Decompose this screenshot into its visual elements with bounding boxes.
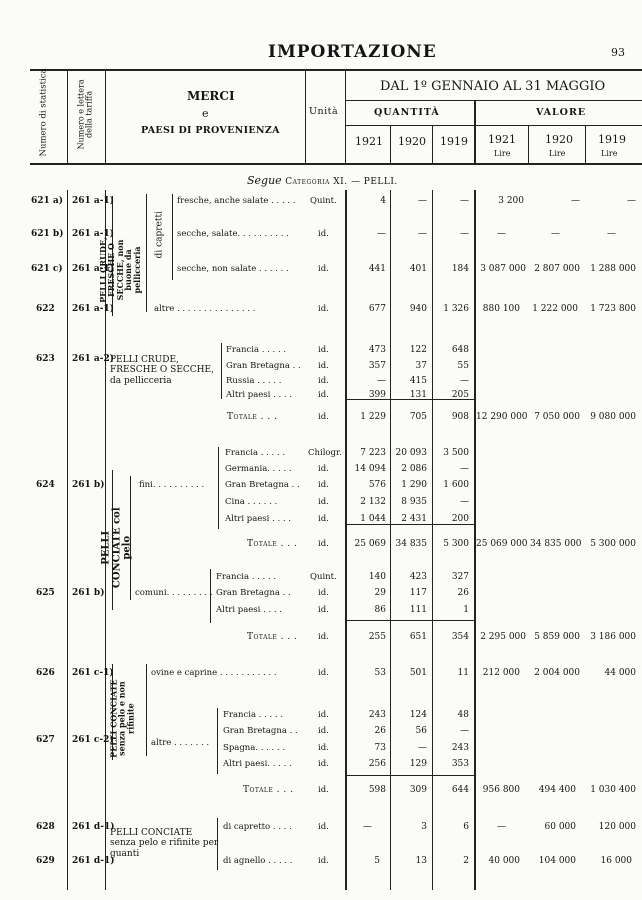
row-tariffa: 261 a-1) [72,229,115,239]
row-v1920: 1 222 000 [532,304,578,314]
row-desc: PELLI CRUDE, FRESCHE O SECCHE, da pellicceria [110,355,214,386]
row-q1920: 423 [409,572,427,582]
row-unit: id. [318,361,329,371]
row-q1919: 26 [457,588,469,598]
row-q1920: 2 431 [401,514,427,524]
row-desc: Cina . . . . . . [225,497,278,507]
row-desc: altre . . . . . . . . . . . . . . . [154,304,256,314]
row-q1920: 940 [409,304,427,314]
row-q1920: 56 [415,726,427,736]
col-header-num-statistica: Numero di statistica [38,68,49,157]
row-q1921: 677 [368,304,386,314]
row-unit: id. [318,588,329,598]
row-desc: Francia . . . . . [223,710,284,720]
row-desc: secche, salate. . . . . . . . . . [177,229,289,239]
year-q-1921: 1921 [355,135,383,148]
row-q1919: 354 [451,632,469,642]
row-desc: Altri paesi . . . . [216,605,282,615]
row-q1919: 5 300 [443,539,469,549]
row-v1920: 5 859 000 [534,632,580,642]
row-v1919: 1 030 400 [590,785,636,795]
row-desc: di agnello . . . . . [223,856,293,866]
row-v1921: 25 069 000 [476,539,528,549]
row-tariffa: 261 d-1) [72,856,115,866]
row-q1921: 2 132 [360,497,386,507]
row-v1919: 9 080 000 [590,412,636,422]
row-desc: Spagna. . . . . . [223,743,286,753]
row-q1921: 26 [374,726,386,736]
row-unit: id. [318,668,329,678]
row-v1920: 2 807 000 [534,264,580,274]
row-desc: Francia . . . . . [226,345,287,355]
row-q1921: 576 [368,480,386,490]
group-label-di-capretti: di capretti [154,211,165,259]
row-q1919: — [460,726,469,736]
row-q1919: — [460,464,469,474]
row-v1921: 3 200 [498,196,524,206]
year-q-1919: 1919 [440,135,468,148]
section-category: Categoria XI. — PELLI. [285,177,398,187]
row-q1920: 3 [421,822,427,832]
row-q1919: 353 [451,759,469,769]
row-q1921: 53 [374,668,386,678]
row-q1921: 357 [368,361,386,371]
row-q1921: 256 [368,759,386,769]
row-v1919: 1 723 800 [590,304,636,314]
row-q1919: 908 [451,412,469,422]
row-q1919: 11 [457,668,469,678]
lire-label: Lire [494,149,511,158]
row-desc: Gran Bretagna . . [226,361,301,371]
row-q1920: 124 [409,710,427,720]
row-v1921: 212 000 [482,668,520,678]
row-stat: 624 [36,480,55,490]
year-v-1919: 1919 [598,133,626,146]
row-desc: Francia . . . . . [216,572,277,582]
row-unit: id. [318,785,329,795]
row-desc: altre . . . . . . . [151,738,210,748]
row-tariffa: 261 c-1) [72,668,114,678]
row-q1920: 117 [409,588,427,598]
col-header-merci: MERCI [187,89,235,103]
row-q1920: 1 290 [401,480,427,490]
row-v1919: 5 300 000 [590,539,636,549]
row-desc: Gran Bretagna . . [216,588,291,598]
row-stat: 627 [36,735,55,745]
row-q1920: 131 [409,390,427,400]
row-q1921: 29 [374,588,386,598]
row-unit: id. [318,539,329,549]
row-stat: 626 [36,668,55,678]
row-q1920: 34 835 [395,539,427,549]
col-header-unita: Unità [309,106,339,117]
row-unit: id. [318,632,329,642]
row-q1919: 6 [463,822,469,832]
col-header-e: e [202,107,209,120]
row-unit: id. [318,229,329,239]
row-stat: 622 [36,304,55,314]
row-v1921: 12 290 000 [476,412,528,422]
lire-label: Lire [601,149,618,158]
row-unit: id. [318,345,329,355]
group-label-pelli-crude: PELLI CRUDE, FRESCHE O SECCHE, non buone da pellicceria [98,237,142,303]
row-q1921: 4 [380,196,386,206]
row-desc: Totale . . . [243,785,294,795]
row-q1920: 122 [409,345,427,355]
row-desc: fini. . . . . . . . . . [139,480,205,490]
row-unit: id. [318,304,329,314]
row-q1919: 2 [463,856,469,866]
row-v1920: 60 000 [544,822,576,832]
row-unit: id. [318,264,329,274]
row-q1920: 111 [409,605,427,615]
row-q1920: 8 935 [401,497,427,507]
year-v-1921: 1921 [488,133,516,146]
row-v1919: 3 186 000 [590,632,636,642]
row-v1919: 44 000 [604,668,636,678]
row-q1920: 309 [409,785,427,795]
year-q-1920: 1920 [398,135,426,148]
row-tariffa: 261 a-2) [72,354,115,364]
row-desc: PELLI CONCIATE senza pelo e rifinite per guanti [110,828,219,859]
row-q1919: 1 [463,605,469,615]
row-q1919: — [460,497,469,507]
row-unit: id. [318,743,329,753]
row-v1920: 2 004 000 [534,668,580,678]
row-q1921: 7 223 [360,448,386,458]
row-stat: 621 a) [31,196,64,206]
row-unit: id. [318,514,329,524]
row-v1921: 956 800 [482,785,520,795]
group-label-pelli-conciate-senza: PELLI CONCIATE senza pelo e non rifinite [108,679,136,758]
row-q1919: 648 [451,345,469,355]
row-q1921: 73 [374,743,386,753]
row-unit: id. [318,759,329,769]
row-desc: Altri paesi . . . . [225,514,291,524]
row-q1920: — [418,229,427,239]
row-v1919: 1 288 000 [590,264,636,274]
row-unit: id. [318,497,329,507]
section-prefix: Segue [247,174,282,187]
row-stat: 621 b) [31,229,64,239]
row-v1919: — [627,196,636,206]
row-v1920: 104 000 [538,856,576,866]
row-q1921: — [377,376,386,386]
row-unit: id. [318,856,329,866]
group-label-pelli-conciate-pelo: PELLI CONCIATE col pelo [100,507,133,589]
row-q1921: 5 [374,856,380,866]
row-unit: id. [318,605,329,615]
row-q1921: — [377,229,386,239]
row-desc: Russia . . . . . [226,376,282,386]
page-number: 93 [611,46,625,59]
row-q1920: 651 [409,632,427,642]
row-v1919: 120 000 [598,822,636,832]
row-q1921: — [363,822,372,832]
row-desc: fresche, anche salate . . . . . [177,196,296,206]
row-stat: 625 [36,588,55,598]
row-q1919: 48 [457,710,469,720]
col-header-quantita: QUANTITÀ [374,107,440,118]
row-unit: id. [318,390,329,400]
row-stat: 623 [36,354,55,364]
row-tariffa: 261 a-1) [72,264,115,274]
row-q1919: 55 [457,361,469,371]
row-q1919: — [460,376,469,386]
lire-label: Lire [549,149,566,158]
row-q1919: 644 [451,785,469,795]
row-q1920: — [418,196,427,206]
row-q1920: 2 086 [401,464,427,474]
row-tariffa: 261 d-1) [72,822,115,832]
row-stat: 628 [36,822,55,832]
row-v1920: — [571,196,580,206]
row-tariffa: 261 c-2) [72,735,114,745]
row-q1920: 415 [409,376,427,386]
row-tariffa: 261 b) [72,480,105,490]
row-unit: id. [318,726,329,736]
row-q1921: 255 [368,632,386,642]
row-desc: comuni. . . . . . . . . [135,588,213,598]
row-q1919: 184 [451,264,469,274]
row-q1921: 441 [368,264,386,274]
row-tariffa: 261 a-1) [72,196,115,206]
row-v1921: 3 087 000 [480,264,526,274]
row-q1920: 501 [409,668,427,678]
row-v1921: — [497,822,506,832]
row-desc: Gran Bretagna . . [225,480,300,490]
row-q1919: 327 [451,572,469,582]
row-v1921: 40 000 [488,856,520,866]
row-v1920: 34 835 000 [530,539,582,549]
row-q1920: 13 [415,856,427,866]
row-q1919: 1 326 [443,304,469,314]
row-desc: secche, non salate . . . . . . [177,264,289,274]
row-v1920: — [551,229,560,239]
row-desc: Totale . . . [227,412,278,422]
row-q1919: 1 600 [443,480,469,490]
row-unit: id. [318,464,329,474]
row-q1921: 598 [368,785,386,795]
row-q1921: 243 [368,710,386,720]
row-stat: 621 c) [31,264,63,274]
row-desc: Francia . . . . . [225,448,286,458]
row-q1920: 20 093 [395,448,427,458]
row-q1921: 473 [368,345,386,355]
row-unit: id. [318,412,329,422]
year-v-1920: 1920 [545,133,573,146]
row-desc: Gran Bretagna . . [223,726,298,736]
row-unit: id. [318,822,329,832]
row-v1920: 494 400 [538,785,576,795]
row-desc: Altri paesi. . . . . [223,759,292,769]
row-q1921: 86 [374,605,386,615]
row-v1921: 2 295 000 [480,632,526,642]
section-title [247,175,398,187]
row-unit: id. [318,376,329,386]
row-q1921: 14 094 [354,464,386,474]
row-desc: Germania. . . . . [225,464,292,474]
row-desc: di capretto . . . . [223,822,292,832]
row-q1921: 399 [368,390,386,400]
row-desc: Totale . . . [247,539,298,549]
col-header-valore: VALORE [536,107,587,118]
row-q1920: 705 [409,412,427,422]
col-header-paesi: PAESI DI PROVENIENZA [141,125,280,136]
row-q1919: 200 [451,514,469,524]
row-stat: 629 [36,856,55,866]
row-q1919: 3 500 [443,448,469,458]
page-title: IMPORTAZIONE [268,42,437,62]
row-q1921: 1 044 [360,514,386,524]
row-q1919: 243 [451,743,469,753]
row-q1919: 205 [451,390,469,400]
row-unit: Chilogr. [308,448,342,458]
row-unit: id. [318,480,329,490]
row-tariffa: 261 a-1) [72,304,115,314]
row-desc: Altri paesi . . . . [226,390,292,400]
row-q1920: 129 [409,759,427,769]
row-q1920: — [418,743,427,753]
row-v1920: 7 050 000 [534,412,580,422]
row-unit: id. [318,710,329,720]
row-tariffa: 261 b) [72,588,105,598]
row-v1919: 16 000 [600,856,632,866]
row-desc: Totale . . . [247,632,298,642]
row-unit: Quint. [310,572,337,582]
row-q1921: 1 229 [360,412,386,422]
row-v1921: 880 100 [482,304,520,314]
row-q1921: 25 069 [354,539,386,549]
row-q1921: 140 [368,572,386,582]
row-unit: Quint. [310,196,337,206]
col-header-num-tariffa: Numero e lettera della tariffa [76,79,94,150]
row-q1919: — [460,196,469,206]
row-v1921: — [497,229,506,239]
row-desc: ovine e caprine . . . . . . . . . . . [151,668,277,678]
row-q1920: 37 [415,361,427,371]
row-v1919: — [607,229,616,239]
row-q1920: 401 [409,264,427,274]
col-header-period: DAL 1º GENNAIO AL 31 MAGGIO [380,79,606,94]
row-q1919: — [460,229,469,239]
